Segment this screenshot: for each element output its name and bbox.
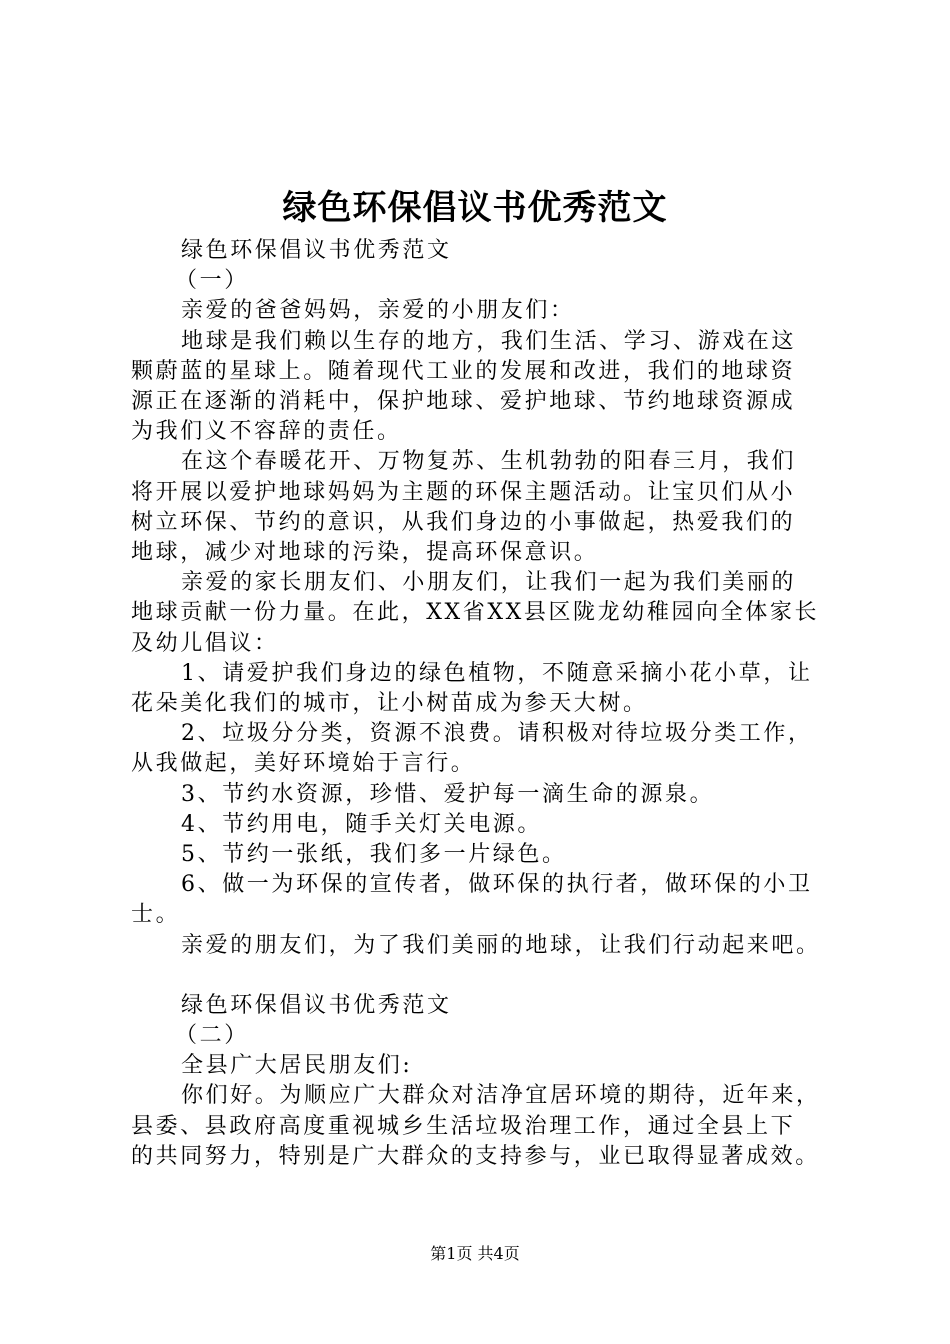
paragraph-line: 将开展以爱护地球妈妈为主题的环保主题活动。让宝贝们从小 — [131, 479, 796, 505]
page-footer: 第1页 共4页 — [430, 1244, 520, 1263]
document-body — [131, 236, 851, 1172]
list-item: 2、垃圾分分类，资源不浪费。请积极对待垃圾分类工作， — [181, 721, 813, 747]
document-title: 绿色环保倡议书优秀范文 — [282, 188, 668, 228]
paragraph-line: 在这个春暖花开、万物复苏、生机勃勃的阳春三月，我们 — [181, 449, 797, 475]
paragraph-line: 及幼儿倡议： — [131, 630, 279, 656]
paragraph-line: 地球是我们赖以生存的地方，我们生活、学习、游戏在这 — [181, 328, 797, 354]
paragraph-line: 你们好。为顺应广大群众对洁净宜居环境的期待，近年来， — [181, 1083, 821, 1109]
paragraph-line: 县委、县政府高度重视城乡生活垃圾治理工作，通过全县上下 — [131, 1113, 796, 1139]
section2-heading: 绿色环保倡议书优秀范文 — [181, 992, 452, 1018]
list-item: 6、做一为环保的宣传者，做环保的执行者，做环保的小卫 — [181, 872, 813, 898]
list-item: 5、节约一张纸，我们多一片绿色。 — [181, 842, 567, 868]
paragraph-line: 的共同努力，特别是广大群众的支持参与，业已取得显著成效。 — [131, 1143, 820, 1169]
closing-line: 亲爱的朋友们，为了我们美丽的地球，让我们行动起来吧。 — [181, 932, 821, 958]
list-item-continued: 士。 — [131, 902, 181, 928]
paragraph-line: 颗蔚蓝的星球上。随着现代工业的发展和改进，我们的地球资 — [131, 358, 796, 384]
paragraph-line: 源正在逐渐的消耗中，保护地球、爱护地球、节约地球资源成 — [131, 389, 796, 415]
paragraph-line: 地球，减少对地球的污染，提高环保意识。 — [131, 540, 599, 566]
section1-greeting: 亲爱的爸爸妈妈，亲爱的小朋友们： — [181, 298, 575, 324]
list-item: 4、节约用电，随手关灯关电源。 — [181, 811, 542, 837]
section1-number: （一） — [175, 268, 249, 294]
paragraph-line: 亲爱的家长朋友们、小朋友们，让我们一起为我们美丽的 — [181, 570, 797, 596]
paragraph-line: 为我们义不容辞的责任。 — [131, 419, 402, 445]
paragraph-line: 地球贡献一份力量。在此，XX省XX县区陇龙幼稚园向全体家长 — [131, 600, 820, 626]
section1-heading: 绿色环保倡议书优秀范文 — [181, 238, 452, 263]
list-item-continued: 从我做起，美好环境始于言行。 — [131, 751, 476, 777]
list-item-continued: 花朵美化我们的城市，让小树苗成为参天大树。 — [131, 691, 648, 717]
section2-greeting: 全县广大居民朋友们: — [181, 1053, 413, 1079]
section2-number: （二） — [175, 1023, 249, 1049]
paragraph-line: 树立环保、节约的意识，从我们身边的小事做起，热爱我们的 — [131, 509, 796, 535]
list-item: 1、请爱护我们身边的绿色植物，不随意采摘小花小草，让 — [181, 660, 813, 686]
section-spacer — [131, 961, 851, 991]
list-item: 3、节约水资源，珍惜、爱护每一滴生命的源泉。 — [181, 781, 715, 807]
